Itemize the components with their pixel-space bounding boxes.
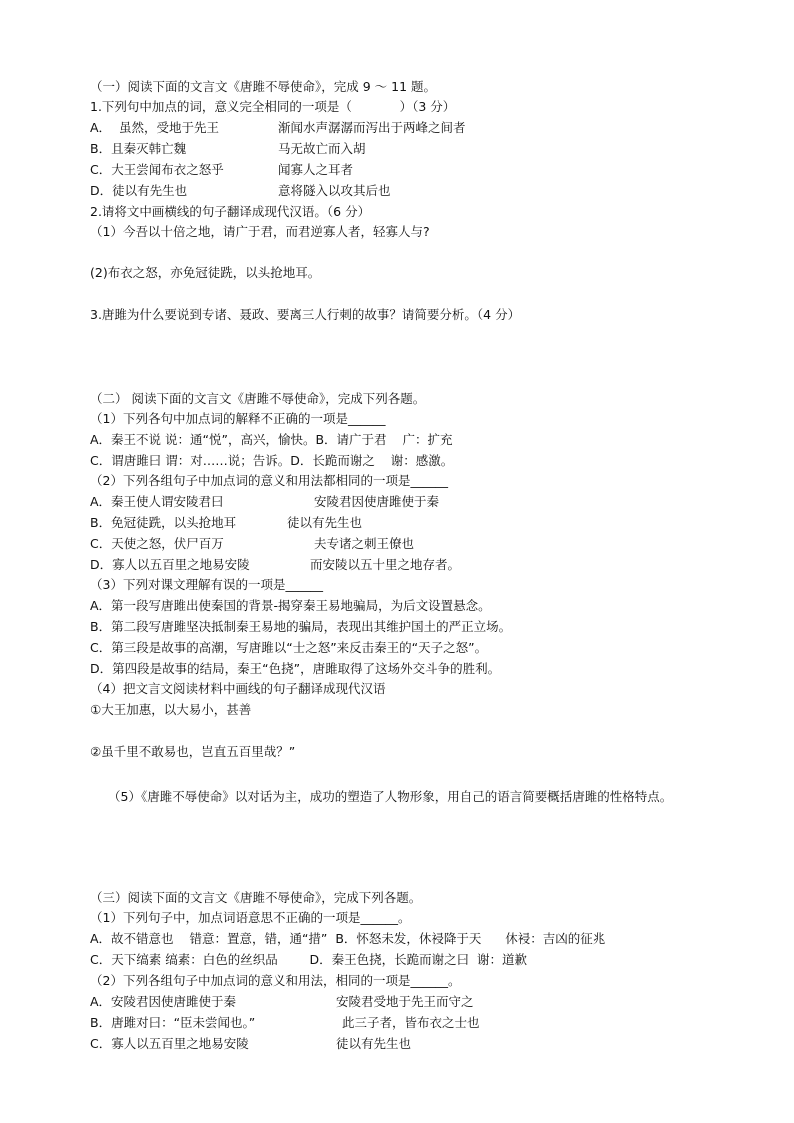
s3-q2-option-b: B．唐雎对曰：“臣未尝闻也。” (90, 1015, 256, 1030)
s1-q1-option-b-pair: 马无故亡而入胡 (278, 141, 366, 156)
s3-q2-option-c: C．寡人以五百里之地易安陵 (90, 1036, 249, 1051)
s3-question-2: （2）下列各组句子中加点词的意义和用法，相同的一项是______。 (90, 973, 461, 988)
s1-q1-option-b: B．且秦灭韩亡魏 (90, 141, 187, 156)
s2-question-3: （3）下列对课文理解有误的一项是______ (90, 577, 323, 592)
s3-q2-option-a: A．安陵君因使唐雎使于秦 (90, 994, 237, 1009)
s2-q2-option-a: A．秦王使人谓安陵君曰 (90, 494, 224, 509)
s2-q2-option-c-pair: 夫专诸之刺王僚也 (314, 536, 415, 551)
s1-q1-option-d: D．徒以有先生也 (90, 183, 188, 198)
s2-q1-options-ab: A．秦王不说 说：通“悦”，高兴，愉快。B．请广于君 广：扩充 (90, 432, 453, 447)
s2-q3-option-d: D．第四段是故事的结局，秦王“色挠”，唐雎取得了这场外交斗争的胜利。 (90, 661, 501, 676)
s2-question-4: （4）把文言文阅读材料中画线的句子翻译成现代汉语 (90, 681, 386, 696)
s2-q3-option-a: A．第一段写唐雎出使秦国的背景-揭穿秦王易地骗局，为后文设置悬念。 (90, 598, 491, 613)
s1-question-2: 2.请将文中画横线的句子翻译成现代汉语。（6 分） (90, 204, 371, 219)
section2-header: （二） 阅读下面的文言文《唐雎不辱使命》，完成下列各题。 (90, 391, 426, 406)
s1-q1-option-c: C．大王尝闻布衣之怒乎 (90, 162, 224, 177)
s1-question-1: 1.下列句中加点的词，意义完全相同的一项是（ ）（3 分） (90, 99, 456, 114)
s2-q2-option-a-pair: 安陵君因使唐雎使于秦 (314, 494, 440, 509)
section3-header: （三）阅读下面的文言文《唐雎不辱使命》，完成下列各题。 (90, 890, 422, 905)
section1-header: （一）阅读下面的文言文《唐雎不辱使命》，完成 9 ～ 11 题。 (90, 79, 437, 94)
s2-q2-option-d: D．寡人以五百里之地易安陵 (90, 557, 250, 572)
s1-q1-option-a-pair: 渐闻水声潺潺而泻出于两峰之间者 (278, 120, 466, 135)
s2-q3-option-b: B．第二段写唐雎坚决抵制秦王易地的骗局，表现出其维护国土的严正立场。 (90, 619, 512, 634)
s1-question-2-1: （1）今吾以十倍之地，请广于君，而君逆寡人者，轻寡人与? (90, 224, 430, 239)
s1-q1-option-c-pair: 闻寡人之耳者 (278, 162, 354, 177)
s2-question-4-2: ②虽千里不敢易也，岂直五百里哉？” (90, 744, 296, 759)
s2-question-2: （2）下列各组句子中加点词的意义和用法都相同的一项是______ (90, 473, 448, 488)
s3-question-1: （1）下列句子中，加点词语意思不正确的一项是______。 (90, 910, 411, 925)
s1-question-3: 3.唐雎为什么要说到专诸、聂政、要离三人行刺的故事？请简要分析。（4 分） (90, 307, 521, 322)
s2-question-1: （1）下列各句中加点词的解释不正确的一项是______ (90, 411, 386, 426)
s2-question-5: （5）《唐雎不辱使命》以对话为主，成功的塑造了人物形象，用自己的语言简要概括唐雎的性格特点。 (108, 789, 673, 804)
s2-q3-option-c: C．第三段是故事的高潮，写唐雎以“士之怒”来反击秦王的“天子之怒”。 (90, 640, 488, 655)
s3-q2-option-c-pair: 徒以有先生也 (336, 1036, 412, 1051)
s1-question-2-2: (2)布衣之怒，亦免冠徒跣，以头抢地耳。 (90, 265, 321, 280)
s2-q2-option-b: B．免冠徒跣，以头抢地耳 (90, 515, 237, 530)
s2-question-4-1: ①大王加惠，以大易小，甚善 (90, 702, 252, 717)
s3-q1-options-ab: A．故不错意也 错意：置意，错，通“措” B．怀怒未发，休祲降于天 休祲：吉凶的征兆 (90, 931, 606, 946)
s1-q1-option-d-pair: 意将隧入以攻其后也 (278, 183, 391, 198)
s1-q1-option-a: A． 虽然，受地于先王 (90, 120, 219, 135)
s2-q2-option-b-pair: 徒以有先生也 (287, 515, 363, 530)
s3-q2-option-b-pair: 此三子者，皆布衣之士也 (342, 1015, 480, 1030)
s3-q2-option-a-pair: 安陵君受地于先王而守之 (336, 994, 474, 1009)
s2-q2-option-c: C．天使之怒，伏尸百万 (90, 536, 224, 551)
s2-q1-options-cd: C．谓唐雎曰 谓：对……说；告诉。D．长跪而谢之 谢：感激。 (90, 453, 454, 468)
s2-q2-option-d-pair: 而安陵以五十里之地存者。 (310, 557, 461, 572)
s3-q1-options-cd: C．天下缟素 缟素：白色的丝织品 D．秦王色挠，长跪而谢之曰 谢：道歉 (90, 952, 528, 967)
